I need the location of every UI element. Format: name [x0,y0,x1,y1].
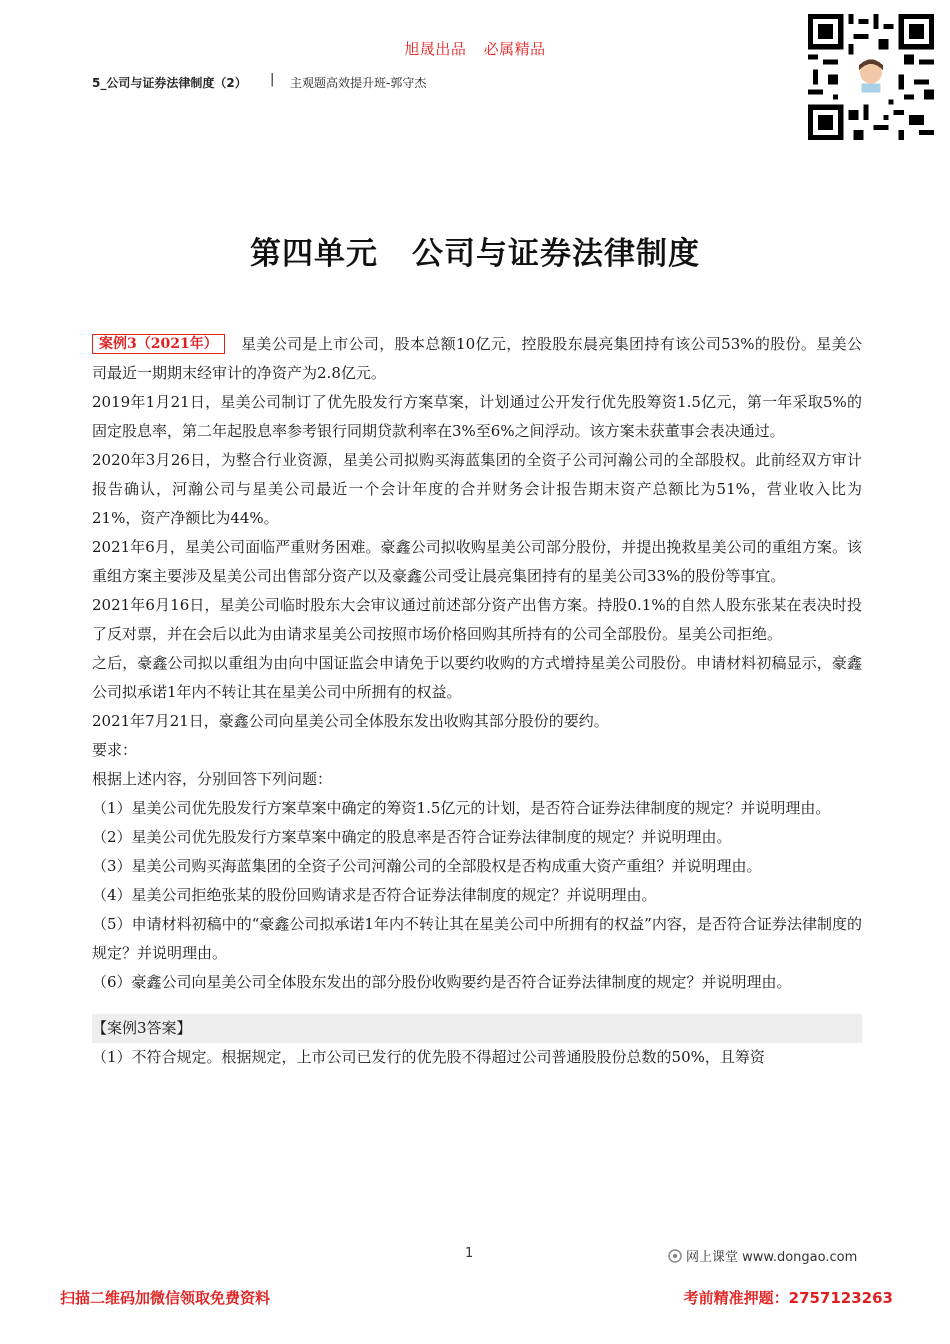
header-separator: | [270,72,275,87]
unit-title-number: 第四单元 [250,236,378,272]
answer-item: （1）不符合规定。根据规定，上市公司已发行的优先股不得超过公司普通股股份总数的50%，且筹资 [92,1048,765,1066]
case-paragraph: 2019年1月21日，星美公司制订了优先股发行方案草案，计划通过公开发行优先股筹资1.5亿元，第一年采取5%的固定股息率，第二年起股息率参考银行同期贷款利率在3%至6%之间浮动。该方案未获董事会表决通过。 [92,393,862,440]
site-credit-text: 网上课堂 www.dongao.com [686,1250,858,1265]
footer-promo-left: 扫描二维码加微信领取免费资料 [60,1289,271,1307]
question-item: （4）星美公司拒绝张某的股份回购请求是否符合证券法律制度的规定？并说明理由。 [92,886,657,904]
brand-slogan-part1: 旭晟出品 [404,40,467,58]
case-paragraph: 2021年7月21日，豪鑫公司向星美公司全体股东发出收购其部分股份的要约。 [92,712,609,730]
page-number: 1 [465,1246,474,1261]
case-paragraph: 之后，豪鑫公司拟以重组为由向中国证监会申请免于以要约收购的方式增持星美公司股份。申请材料初稿显示，豪鑫公司拟承诺1年内不转让其在星美公司中所拥有的权益。 [92,654,862,701]
unit-title-name: 公司与证券法律制度 [412,236,700,272]
answer-heading: 【案例3答案】 [92,1014,862,1043]
case-tag: 案例3（2021年） [92,334,225,354]
question-item: （6）豪鑫公司向星美公司全体股东发出的部分股份收购要约是否符合证券法律制度的规定？并说明理由。 [92,973,792,991]
footer-promo-right: 考前精准押题：2757123263 [683,1289,893,1307]
question-item: （2）星美公司优先股发行方案草案中确定的股息率是否符合证券法律制度的规定？并说明理由。 [92,828,732,846]
requirement-heading: 要求： [92,741,138,759]
case-paragraph: 案例3（2021年） 星美公司是上市公司，股本总额10亿元，控股股东晨亮集团持有该公司53%的股份。星美公司最近一期期末经审计的净资产为2.8亿元。 [92,335,862,382]
header-chapter: 5_公司与证券法律制度（2） [92,76,247,90]
question-item: （5）申请材料初稿中的“豪鑫公司拟承诺1年内不转让其在星美公司中所拥有的权益”内容，是否符合证券法律制度的规定？并说明理由。 [92,915,862,962]
question-item: （3）星美公司购买海蓝集团的全资子公司河瀚公司的全部股权是否构成重大资产重组？并说明理由。 [92,857,762,875]
case-body [92,330,862,1072]
dongao-logo-icon [668,1249,682,1263]
question-item: （1）星美公司优先股发行方案草案中确定的筹资1.5亿元的计划，是否符合证券法律制度的规定？并说明理由。 [92,799,831,817]
qr-code-icon [808,14,934,140]
case-paragraph: 2020年3月26日，为整合行业资源，星美公司拟购买海蓝集团的全资子公司河瀚公司的全部股权。此前经双方审计报告确认，河瀚公司与星美公司最近一个会计年度的合并财务会计报告期末资产总额比为51%，营业收入比为21%，资产净额比为44%。 [92,451,862,527]
header-course: 主观题高效提升班-郭守杰 [290,76,427,90]
site-credit [668,1246,857,1265]
case-paragraph: 2021年6月，星美公司面临严重财务困难。豪鑫公司拟收购星美公司部分股份，并提出挽救星美公司的重组方案。该重组方案主要涉及星美公司出售部分资产以及豪鑫公司受让晨亮集团持有的星美公司33%的股份等事宜。 [92,538,862,585]
unit-title [0,228,950,273]
requirement-intro: 根据上述内容，分别回答下列问题： [92,770,333,788]
brand-slogan-part2: 必属精品 [483,40,546,58]
case-paragraph: 2021年6月16日，星美公司临时股东大会审议通过前述部分资产出售方案。持股0.1%的自然人股东张某在表决时投了反对票，并在会后以此为由请求星美公司按照市场价格回购其所持有的公司全部股份。星美公司拒绝。 [92,596,862,643]
